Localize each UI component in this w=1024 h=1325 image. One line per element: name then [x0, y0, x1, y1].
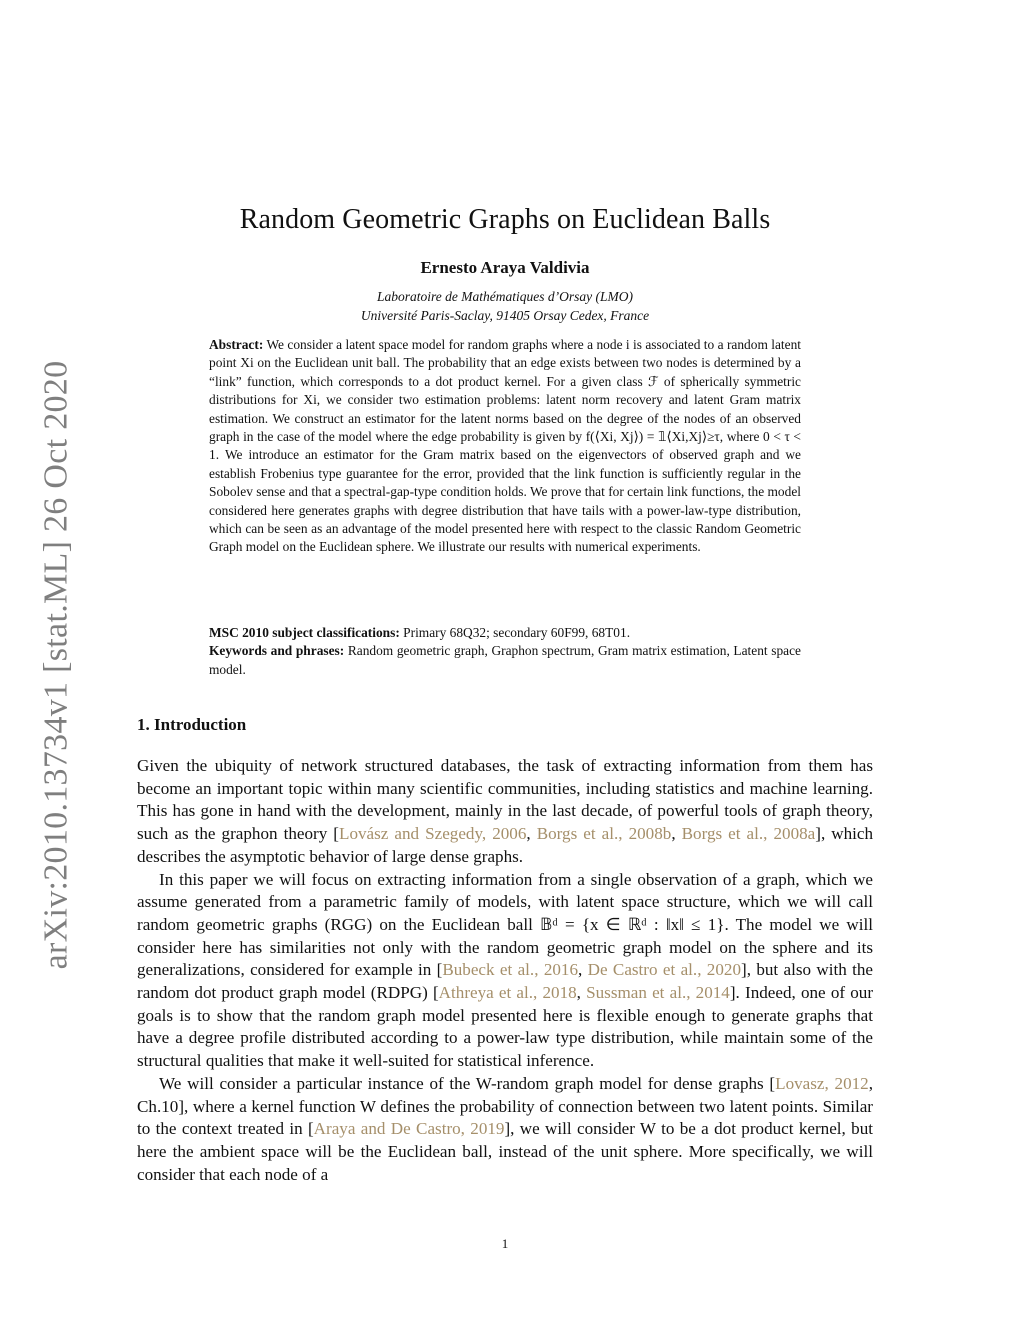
- citation-link[interactable]: Borgs et al., 2008b: [536, 824, 672, 844]
- affiliation-line-1: Laboratoire de Mathématiques d’Orsay (LMO): [377, 289, 633, 304]
- paragraph-3-text-b: ], we will consider W to be a dot product kernel, but here the ambient space will be the Euclidean ball, instead of the unit sphere. More specifically, we will consider that each node of a: [137, 1119, 873, 1184]
- abstract-block: [209, 336, 801, 557]
- paper-title: Random Geometric Graphs on Euclidean Balls: [239, 204, 771, 235]
- arxiv-identifier-stamp: [30, 350, 82, 980]
- keywords: [209, 642, 801, 679]
- section-heading-introduction: 1. Introduction: [137, 715, 247, 734]
- introduction-body: [137, 755, 873, 1186]
- msc-label: MSC 2010 subject classifications:: [209, 625, 400, 640]
- paragraph-3-text-a: We will consider a particular instance of the W-random graph model for dense graphs [: [159, 1073, 776, 1093]
- citation-link[interactable]: Athreya et al., 2018: [438, 983, 577, 1003]
- metadata-block: [209, 624, 801, 679]
- citation-link[interactable]: Sussman et al., 2014: [586, 983, 730, 1003]
- paragraph-2-text-a: In this paper we will focus on extracting information from a single observation of a graph, which we assume generated from a parametric family of models, with latent space structure, which we will call random geometric graphs (RGG) on the Euclidean ball 𝔹ᵈ = {x ∈ ℝᵈ : ‖x‖ ≤ 1}. The model we will consider here has similarities not only with the random geometric graph model on the sphere and its generalizations, considered for example in [: [137, 869, 873, 980]
- msc-classification: [209, 624, 801, 642]
- paragraph-1: [137, 755, 873, 869]
- citation-link[interactable]: Bubeck et al., 2016: [442, 960, 579, 980]
- citation-separator: ,: [526, 824, 537, 844]
- paragraph-2-text-b: ]. Indeed, one of our goals is to show that the random graph model presented here is flexible enough to generate graphs that have a degree profile distributed according to a power-law type distribution, while maintain some of the structural qualities that make it well-suited for statistical inference.: [137, 983, 874, 1071]
- citation-separator: ,: [671, 824, 682, 844]
- author-name: Ernesto Araya Valdivia: [420, 258, 590, 277]
- msc-text: Primary 68Q32; secondary 60F99, 68T01.: [403, 625, 631, 640]
- paragraph-3-text-m: , Ch.10], where a kernel function W defines the probability of connection between two latent points. Similar to the context treated in [: [137, 1073, 873, 1139]
- page-number: 1: [501, 1236, 509, 1251]
- arxiv-identifier-text: arXiv:2010.13734v1 [stat.ML] 26 Oct 2020: [37, 360, 74, 970]
- citation-link[interactable]: De Castro et al., 2020: [587, 960, 741, 980]
- citation-link[interactable]: Lovasz, 2012: [775, 1073, 869, 1093]
- citation-separator: ,: [578, 960, 588, 980]
- paragraph-3: [137, 1073, 873, 1187]
- citation-link[interactable]: Borgs et al., 2008a: [681, 824, 816, 844]
- keywords-text: Random geometric graph, Graphon spectrum, Gram matrix estimation, Latent space model.: [209, 643, 801, 677]
- paragraph-2: [137, 869, 873, 1073]
- paragraph-1-text-a: Given the ubiquity of network structured databases, the task of extracting information from them has become an important topic within many scientific communities, including statistics and machine learning. This has gone in hand with the development, mainly in the last decade, of powerful tools of graph theory, such as the graphon theory [: [137, 756, 873, 844]
- abstract-text: We consider a latent space model for random graphs where a node i is associated to a random latent point Xi on the Euclidean unit ball. The probability that an edge exists between two nodes is determined by a “link” function, which corresponds to a dot product kernel. For a given class ℱ of spherically symmetric distributions for Xi, we consider two estimation problems: latent norm recovery and latent Gram matrix estimation. We construct an estimator for the latent norms based on the degree of the nodes of an observed graph in the case of the model where the edge probability is given by f(⟨Xi, Xj⟩) = 𝟙⟨Xi,Xj⟩≥τ, where 0 < τ < 1. We introduce an estimator for the Gram matrix based on the eigenvectors of observed graph and we establish Frobenius type guarantee for the error, provided that the link function is sufficiently regular in the Sobolev sense and that a spectral-gap-type condition holds. We prove that for certain link functions, the model considered here generates graphs with degree distribution that have tails with a power-law-type distribution, which can be seen as an advantage of the model presented here with respect to the classic Random Geometric Graph model on the Euclidean sphere. We illustrate our results with numerical experiments.: [209, 337, 801, 555]
- citation-link[interactable]: Araya and De Castro, 2019: [313, 1119, 505, 1139]
- keywords-label: Keywords and phrases:: [209, 643, 345, 659]
- paragraph-2-text-m: ], but also with the random dot product graph model (RDPG) [: [137, 960, 874, 1003]
- citation-link[interactable]: Lovász and Szegedy, 2006: [339, 824, 527, 844]
- paragraph-1-text-b: ], which describes the asymptotic behavior of large dense graphs.: [137, 824, 874, 866]
- affiliation-line-2: Université Paris-Saclay, 91405 Orsay Cedex, France: [360, 308, 650, 323]
- citation-separator: ,: [576, 983, 587, 1003]
- abstract-label: Abstract:: [209, 337, 264, 352]
